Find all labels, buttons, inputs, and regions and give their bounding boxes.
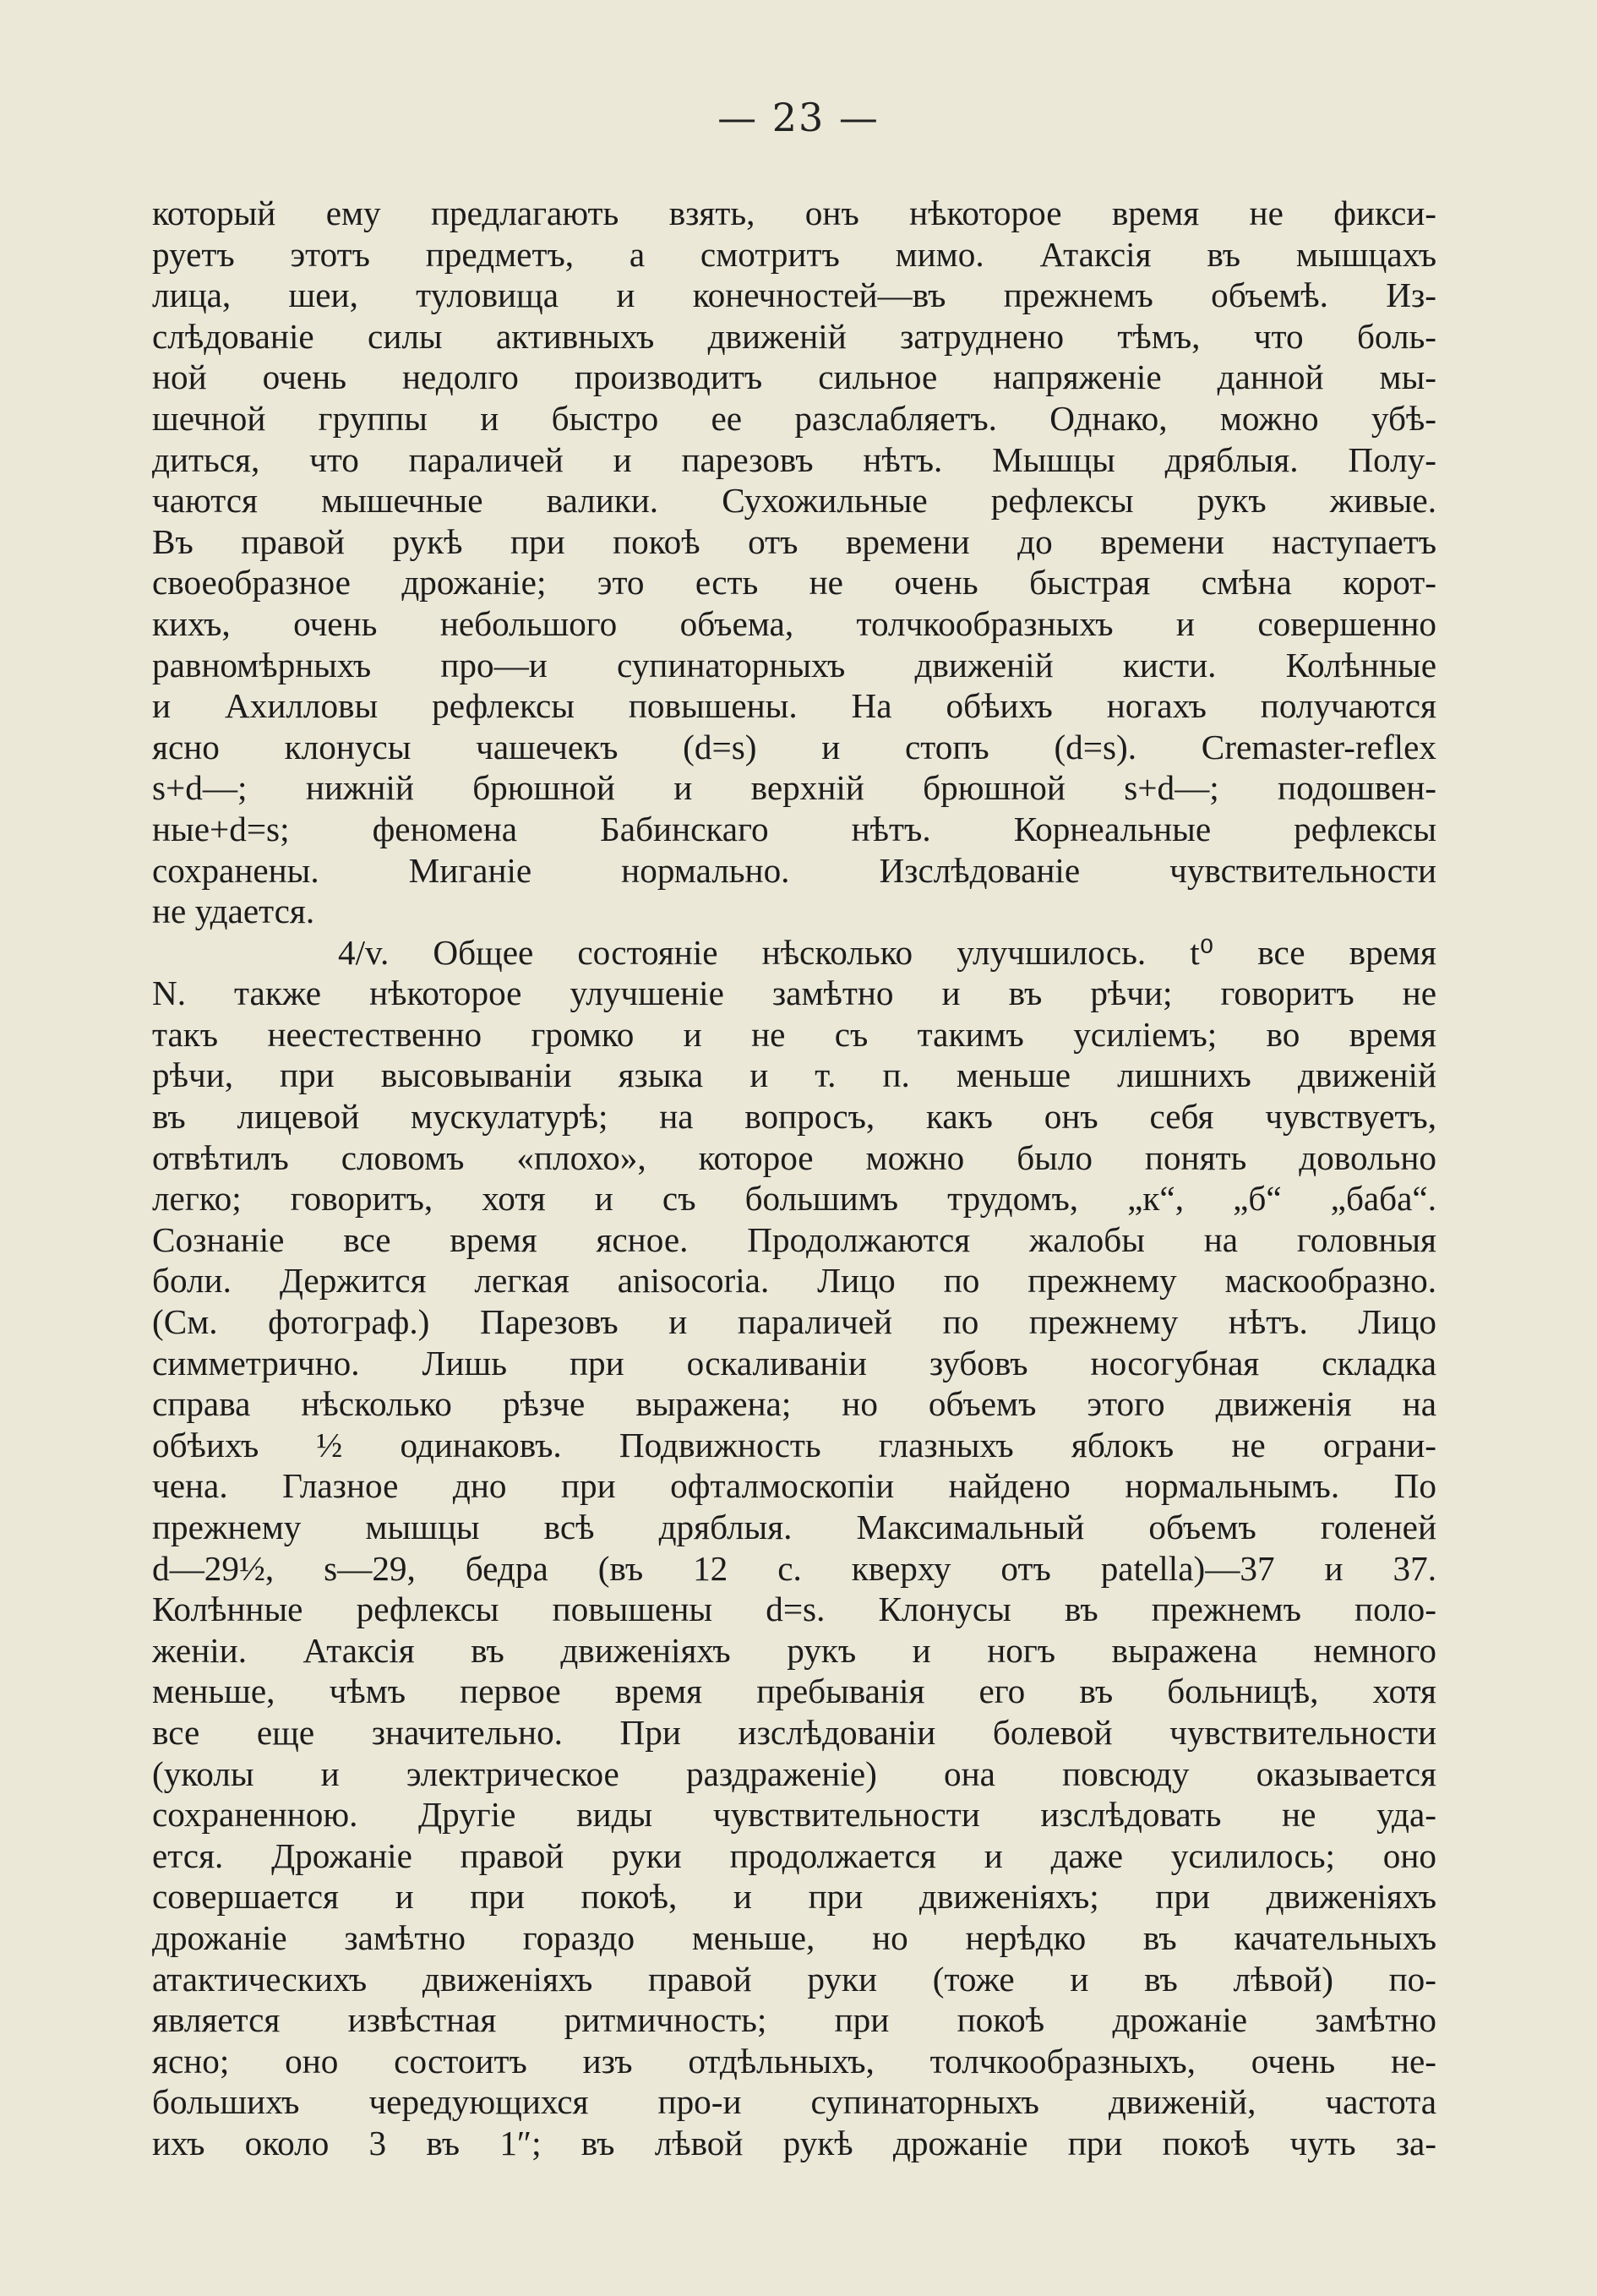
text-line: который ему предлагають взять, онъ нѣкоторое время не фикси- — [152, 194, 1436, 232]
text-line: слѣдованіе силы активныхъ движеній затруднено тѣмъ, что боль- — [152, 316, 1436, 356]
text-line: совершается и при покоѣ, и при движеніяхъ; при движеніяхъ — [152, 1877, 1436, 1917]
text-line: ясно клонусы чашечекъ (d=s) и стопъ (d=s). Cremaster-reflex — [152, 727, 1436, 766]
text-line: отвѣтилъ словомъ «плохо», которое можно было понять довольно — [152, 1137, 1436, 1177]
text-line: Въ правой рукѣ при покоѣ отъ времени до времени наступаетъ — [152, 521, 1436, 561]
text-line: чена. Глазное дно при офталмоскопіи найдено нормальнымъ. По — [152, 1466, 1436, 1506]
text-line: ется. Дрожаніе правой руки продолжается и даже усилилось; оно — [152, 1835, 1436, 1875]
text-line: ихъ около 3 въ 1″; въ лѣвой рукѣ дрожаніе при покоѣ чуть за- — [152, 2123, 1436, 2162]
text-line: рѣчи, при высовываніи языка и т. п. меньше лишнихъ движеній — [152, 1055, 1436, 1095]
text-line: d—29½, s—29, бедра (въ 12 с. кверху отъ patella)—37 и 37. — [152, 1548, 1436, 1588]
text-line: меньше, чѣмъ первое время пребыванія его въ больницѣ, хотя — [152, 1672, 1436, 1711]
text-line: и Ахилловы рефлексы повышены. На обѣихъ ногахъ получаются — [152, 686, 1436, 726]
text-line: является извѣстная ритмичность; при покоѣ дрожаніе замѣтно — [152, 2000, 1436, 2040]
text-line: не удается. — [152, 892, 315, 931]
body-text — [152, 193, 1436, 2164]
text-line: обѣихъ ½ одинаковъ. Подвижность глазныхъ яблокъ не ограни- — [152, 1425, 1436, 1464]
text-line: 4/v. Общее состояніе нѣсколько улучшилось. t⁰ все время — [338, 932, 1436, 972]
text-line: симметрично. Лишь при оскаливаніи зубовъ носогубная складка — [152, 1343, 1436, 1383]
text-line: своеобразное дрожаніе; это есть не очень быстрая смѣна корот- — [152, 563, 1436, 603]
text-line: дрожаніе замѣтно гораздо меньше, но нерѣдко въ качательныхъ — [152, 1917, 1436, 1957]
text-line: руетъ этотъ предметъ, а смотритъ мимо. Атаксія въ мышцахъ — [152, 234, 1436, 274]
text-line: справа нѣсколько рѣзче выражена; но объемъ этого движенія на — [152, 1384, 1436, 1424]
text-line: шечной группы и быстро ее разслабляетъ. Однако, можно убѣ- — [152, 398, 1436, 438]
text-line: атактическихъ движеніяхъ правой руки (тоже и въ лѣвой) по- — [152, 1959, 1436, 1999]
text-line: ясно; оно состоитъ изъ отдѣльныхъ, толчкообразныхъ, очень не- — [152, 2041, 1436, 2081]
text-line: прежнему мышцы всѣ дряблыя. Максимальный объемъ голеней — [152, 1508, 1436, 1546]
text-line: (уколы и электрическое раздраженіе) она повсюду оказывается — [152, 1753, 1436, 1793]
text-line: сохраненною. Другіе виды чувствительности изслѣдовать не уда- — [152, 1795, 1436, 1835]
text-line: Сознаніе все время ясное. Продолжаются жалобы на головныя — [152, 1219, 1436, 1259]
text-line: въ лицевой мускулатурѣ; на вопросъ, какъ онъ себя чувствуетъ, — [152, 1097, 1436, 1137]
text-line: равномѣрныхъ про—и супинаторныхъ движеній кисти. Колѣнные — [152, 645, 1436, 684]
text-line: большихъ чередующихся про-и супинаторныхъ движеній, частота — [152, 2082, 1436, 2122]
text-line: кихъ, очень небольшого объема, толчкообразныхъ и совершенно — [152, 603, 1436, 643]
text-line: чаются мышечные валики. Сухожильные рефлексы рукъ живые. — [152, 481, 1436, 521]
text-line: боли. Держится легкая anisocoria. Лицо по прежнему маскообразно. — [152, 1261, 1436, 1301]
text-line: Колѣнные рефлексы повышены d=s. Клонусы въ прежнемъ поло- — [152, 1590, 1436, 1629]
text-line: лица, шеи, туловища и конечностей—въ прежнемъ объемѣ. Из- — [152, 275, 1436, 315]
text-line: N. также нѣкоторое улучшеніе замѣтно и въ рѣчи; говоритъ не — [152, 973, 1436, 1013]
text-line: женіи. Атаксія въ движеніяхъ рукъ и ногъ выражена немного — [152, 1630, 1436, 1670]
text-line: ной очень недолго производитъ сильное напряженіе данной мы- — [152, 357, 1436, 397]
text-line: (См. фотограф.) Парезовъ и параличей по прежнему нѣтъ. Лицо — [152, 1302, 1436, 1342]
text-line: легко; говоритъ, хотя и съ большимъ трудомъ, „к“, „б“ „баба“. — [152, 1179, 1436, 1219]
text-line: ные+d=s; феномена Бабинскаго нѣтъ. Корнеальные рефлексы — [152, 809, 1436, 848]
page-number: — 23 — — [717, 95, 880, 140]
text-line: диться, что параличей и парезовъ нѣтъ. Мышцы дряблыя. Полу- — [152, 439, 1436, 479]
text-line: все еще значительно. При изслѣдованіи болевой чувствительности — [152, 1712, 1436, 1752]
text-line: такъ неестественно громко и не съ такимъ усиліемъ; во время — [152, 1014, 1436, 1054]
text-line: сохранены. Миганіе нормально. Изслѣдованіе чувствительности — [152, 850, 1436, 890]
text-line: s+d—; нижній брюшной и верхній брюшной s+d—; подошвен- — [152, 768, 1436, 808]
